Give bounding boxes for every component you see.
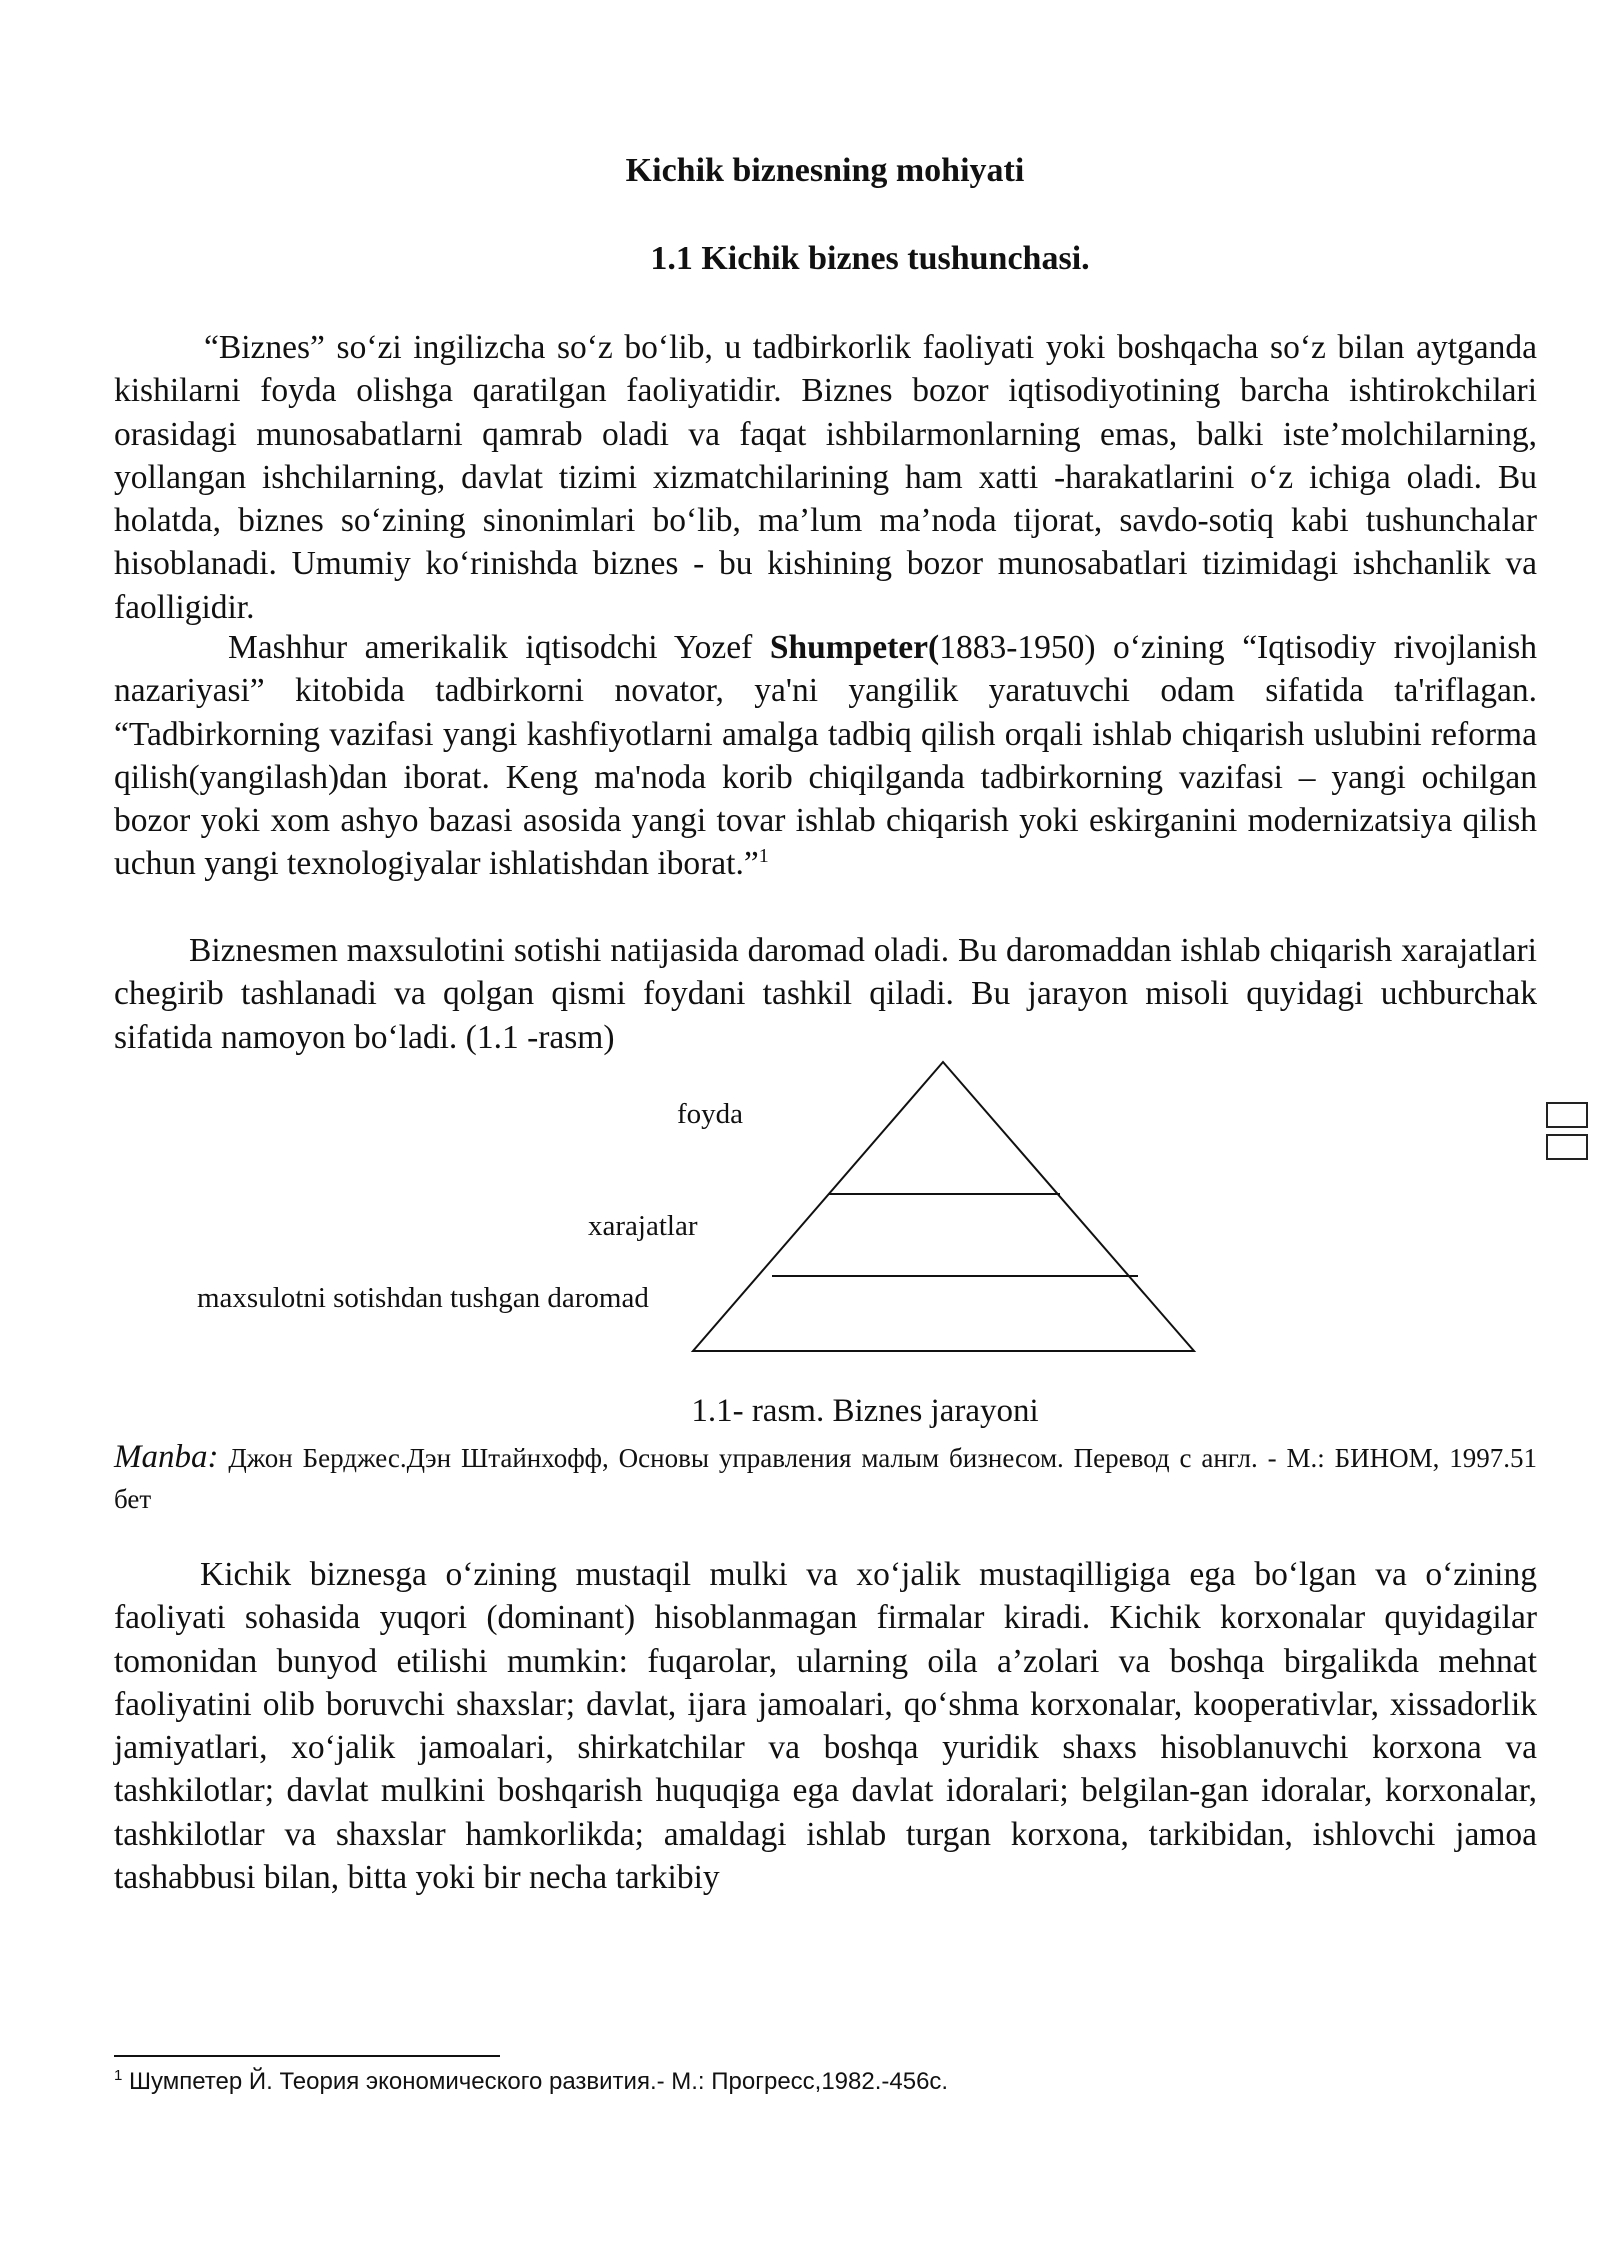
footnote [114, 2068, 948, 2096]
page-title: Kichik biznesning mohiyati [625, 152, 1025, 189]
bold-name: Shumpeter( [769, 629, 940, 666]
footnote-text: Шумпетер Й. Теория экономического развития.- М.: Прогресс,1982.-456с. [122, 2068, 949, 2095]
figure-caption: 1.1- rasm. Biznes jarayoni [691, 1393, 1039, 1429]
label-daromad: maxsulotni sotishdan tushgan daromad [197, 1282, 649, 1314]
footnote-mark: 1 [114, 2067, 123, 2084]
section-heading: 1.1 Kichik biznes tushunchasi. [650, 240, 1090, 277]
triangle-outline [693, 1062, 1194, 1351]
paragraph-text: “Biznes” so‘zi ingilizcha so‘z bo‘lib, u tadbirkorlik faoliyati yoki boshqacha so‘z bilan aytganda kishilarni foyda olishga qaratilgan faoliyatidir. Biznes bozor iqtisodiyotining barcha ishtirokchilari orasidagi munosabatlarni qamrab oladi va faqat ishbilarmonlarning emas, balki iste’molchilarning, yollangan ishchilarning, davlat tizimi xizmatchilarining ham xatti -harakatlarini o‘z ichiga oladi. Bu holatda, biznes so‘zining sinonimlari bo‘lib, ma’lum ma’noda tijorat, savdo-sotiq kabi tushunchalar hisoblanadi. Umumiy ko‘rinishda biznes - bu kishining bozor munosabatlari tizimidagi ishchanlik va faolligidir. [114, 329, 1537, 626]
paragraph-content [114, 626, 1537, 886]
triangle-diagram [0, 1050, 1600, 1370]
paragraph-kichik-biznes [114, 1553, 1537, 1899]
source-text: Джон Берджес.Дэн Штайнхофф, Основы управления малым бизнесом. Перевод с англ. - М.: БИНОМ, 1997.51 бет [114, 1443, 1537, 1514]
paragraph-shumpeter [114, 626, 1537, 886]
margin-box [1546, 1134, 1588, 1160]
figure-source [114, 1437, 1537, 1520]
paragraph-biznesmen [114, 929, 1537, 1059]
margin-boxes [1546, 1102, 1586, 1166]
label-xarajatlar: xarajatlar [588, 1210, 698, 1242]
source-label: Manba: [114, 1439, 219, 1475]
paragraph-text-cont: 1883-1950) o‘zining “Iqtisodiy rivojlanish nazariyasi” kitobida tadbirkorni novator, ya'ni yangilik yaratuvchi odam sifatida ta'riflagan. “Tadbirkorning vazifasi yangi kashfiyotlarni amalga tadbiq qilish orqali ishlab chiqarish uslubini reforma qilish(yangilash)dan iborat. Keng ma'noda korib chiqilganda tadbirkorning vazifasi – yangi ochilgan bozor yoki xom ashyo bazasi asosida yangi tovar ishlab chiqarish yoki eskirganini modernizatsiya qilish uchun yangi texnologiyalar ishlatishdan iborat.” [114, 629, 1537, 883]
figure-business-process [0, 1050, 1600, 1370]
paragraph-text: Biznesmen maxsulotini sotishi natijasida daromad oladi. Bu daromaddan ishlab chiqarish xarajatlari chegirib tashlanadi va qolgan qismi foydani tashkil qiladi. Bu jarayon misoli quyidagi uchburchak sifatida namoyon bo‘ladi. (1.1 -rasm) [114, 932, 1537, 1056]
margin-box [1546, 1102, 1588, 1128]
footnote-separator [114, 2055, 500, 2057]
paragraph-text: Kichik biznesga o‘zining mustaqil mulki va xo‘jalik mustaqilligiga ega bo‘lgan va o‘zining faoliyati sohasida yuqori (dominant) hisoblanmagan firmalar kiradi. Kichik korxonalar quyidagilar tomonidan bunyod etilishi mumkin: fuqarolar, ularning oila a’zolari va boshqa birgalikda mehnat faoliyatini olib boruvchi shaxslar; davlat, ijara jamoalari, qo‘shma korxonalar, kooperativlar, xissadorlik jamiyatlari, xo‘jalik jamoalari, shirkatchilar va boshqa yuridik shaxs hisoblanuvchi korxona va tashkilotlar; davlat mulkini boshqarish huquqiga ega davlat idoralari; belgilan-gan idoralar, korxonalar, tashkilotlar va shaxslar hamkorlikda; amaldagi ishlab turgan korxona, tarkibidan, ishlovchi jamoa tashabbusi bilan, bitta yoki bir necha tarkibiy [114, 1556, 1537, 1897]
label-foyda: foyda [677, 1098, 744, 1130]
paragraph-text: Mashhur amerikalik iqtisodchi Yozef [228, 629, 770, 666]
paragraph-biznes-definition [114, 326, 1537, 629]
footnote-reference[interactable]: 1 [758, 845, 769, 868]
